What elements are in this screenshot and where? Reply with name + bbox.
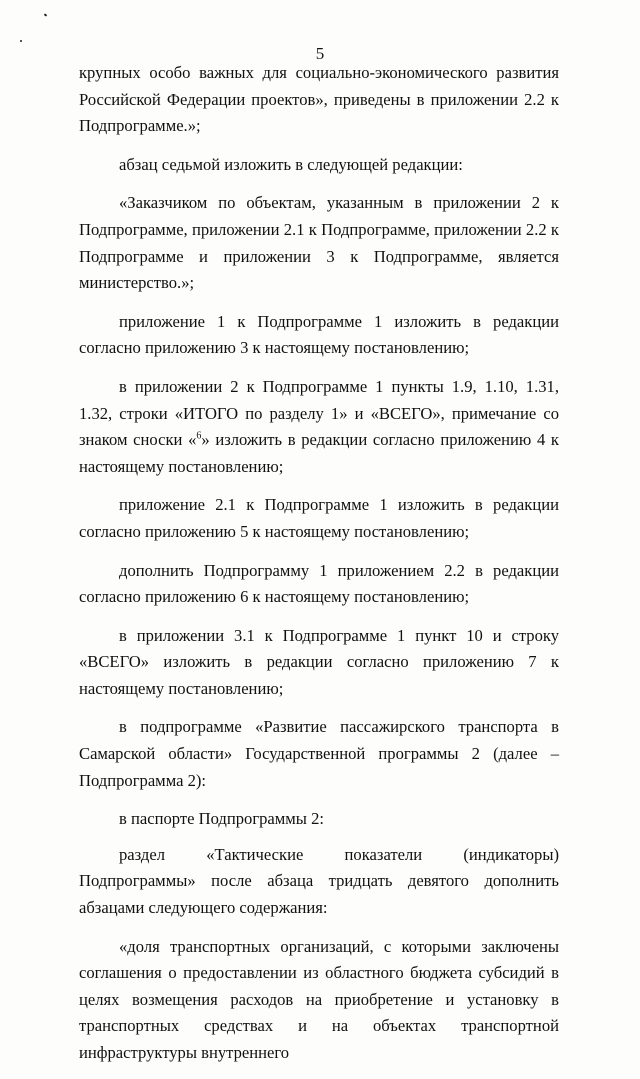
paragraph: в приложении 3.1 к Подпрограмме 1 пункт 10 и строку «ВСЕГО» изложить в редакции согласно приложению 7 к настоящему постановлению; — [79, 625, 559, 698]
paragraph-text: в приложении 2 к Подпрограмме 1 пункты 1.9, 1.10, 1.31, 1.32, строки «ИТОГО по разделу 1» и «ВСЕГО», примечание со знаком сноски « — [79, 376, 559, 450]
paragraph: в подпрограмме «Развитие пассажирского транспорта в Самарской области» Государственной программы 2 (далее – Подпрограмма 2): — [79, 717, 559, 790]
paragraph: в паспорте Подпрограммы 2: — [119, 809, 325, 829]
paragraph: крупных особо важных для социально-экономического развития Российской Федерации проектов», приведены в приложении 2.2 к Подпрограмме.»; — [79, 63, 559, 136]
page-number: 5 — [315, 44, 325, 63]
paragraph-with-footnote-mark — [79, 374, 559, 480]
paragraph: раздел «Тактические показатели (индикаторы) Подпрограммы» после абзаца тридцать девятого дополнить абзацами следующего содержания: — [79, 844, 559, 918]
paragraph: приложение 1 к Подпрограмме 1 изложить в редакции согласно приложению 3 к настоящему постановлению; — [79, 311, 559, 358]
paragraph: «доля транспортных организаций, с которыми заключены соглашения о предоставлении из областного бюджета субсидий в целях возмещения расходов на приобретение и установку в транспортных средствах и на объектах транспортной инфраструктуры внутреннего — [79, 936, 559, 1062]
paragraph-text: » изложить в редакции согласно приложению 4 к настоящему постановлению; — [79, 430, 559, 476]
scan-speck — [20, 40, 22, 42]
footnote-mark: 6 — [196, 430, 202, 442]
paragraph: «Заказчиком по объектам, указанным в приложении 2 к Подпрограмме, приложении 2.1 к Подпрограмме, приложении 2.2 к Подпрограмме и приложении 3 к Подпрограмме, является министерство.»; — [79, 193, 559, 293]
paragraph: дополнить Подпрограмму 1 приложением 2.2 в редакции согласно приложению 6 к настоящему постановлению; — [79, 560, 559, 607]
paragraph: абзац седьмой изложить в следующей редакции: — [119, 154, 463, 174]
paragraph: приложение 2.1 к Подпрограмме 1 изложить в редакции согласно приложению 5 к настоящему постановлению; — [79, 495, 559, 541]
document-body — [79, 60, 559, 1079]
scan-speck — [44, 13, 48, 16]
